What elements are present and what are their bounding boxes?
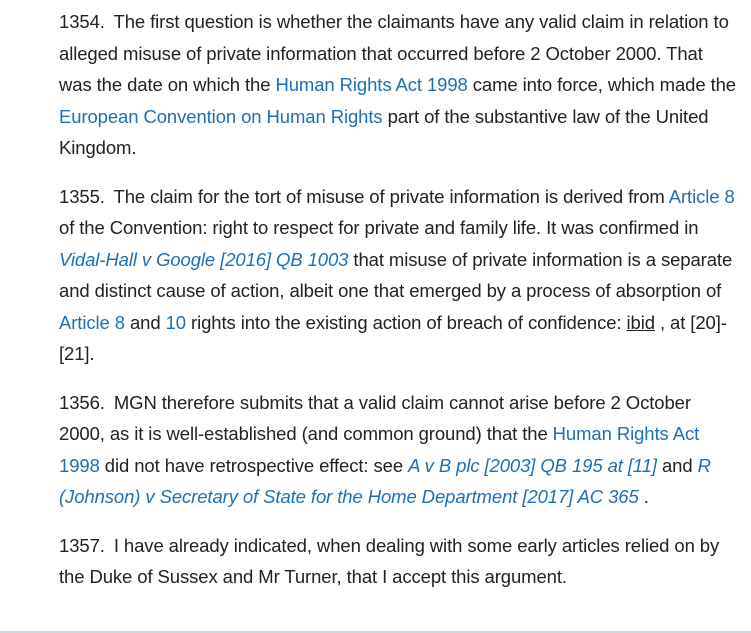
paragraph-1355 <box>59 181 739 370</box>
paragraph-text: The claim for the tort of misuse of private information is derived from <box>113 185 669 207</box>
paragraph-text: and <box>656 454 698 476</box>
paragraph-text: , at [20]-[21]. <box>59 311 727 364</box>
paragraph-text: I have already indicated, when dealing with some early articles relied on by the Duke of Sussex and Mr Turner, that I accept this argument. <box>59 534 720 587</box>
paragraph-1356 <box>59 387 739 513</box>
ibid-reference: ibid <box>626 311 655 333</box>
paragraph-text: came into force, which made the <box>467 74 737 95</box>
link-r-johnson-case[interactable]: R (Johnson) v Secretary of State for the Home Department [2017] AC 365 <box>59 454 711 507</box>
paragraph-number: 1355. <box>59 185 105 207</box>
paragraph-text: . <box>638 486 649 507</box>
paragraph-text: did not have retrospective effect: see <box>99 454 409 476</box>
link-vidal-hall-case[interactable]: Vidal-Hall v Google [2016] QB 1003 <box>59 248 349 270</box>
paragraph-text: rights into the existing action of breach of confidence: <box>185 311 627 333</box>
judgment-text <box>59 6 739 610</box>
link-a-v-b-plc-case[interactable]: A v B plc [2003] QB 195 at [11] <box>408 454 657 476</box>
paragraph-text: The first question is whether the claimants have any valid claim in relation to alleged misuse of private information that occurred before 2 October 2000. That was the date on which the <box>59 11 729 95</box>
paragraph-number: 1357. <box>59 534 105 556</box>
paragraph-text: of the Convention: right to respect for private and family life. It was confirmed in <box>59 217 699 238</box>
link-article-8[interactable]: Article 8 <box>668 185 735 207</box>
paragraph-text: that misuse of private information is a separate and distinct cause of action, albeit one that emerged by a process of absorption of <box>59 248 733 301</box>
paragraph-text: and <box>124 311 166 333</box>
paragraph-text: part of the substantive law of the United Kingdom. <box>59 105 709 158</box>
link-article-10[interactable]: 10 <box>165 311 186 333</box>
link-article-8-second[interactable]: Article 8 <box>59 311 125 333</box>
link-european-convention[interactable]: European Convention on Human Rights <box>59 105 383 127</box>
paragraph-1357 <box>59 530 739 593</box>
paragraph-number: 1356. <box>59 391 105 413</box>
link-human-rights-act[interactable]: Human Rights Act 1998 <box>275 74 468 95</box>
link-human-rights-act-second[interactable]: Human Rights Act 1998 <box>59 423 700 476</box>
paragraph-text: MGN therefore submits that a valid claim cannot arise before 2 October 2000, as it is well-established (and common ground) that the <box>59 391 691 444</box>
paragraph-number: 1354. <box>59 11 105 32</box>
paragraph-1354 <box>59 6 739 164</box>
